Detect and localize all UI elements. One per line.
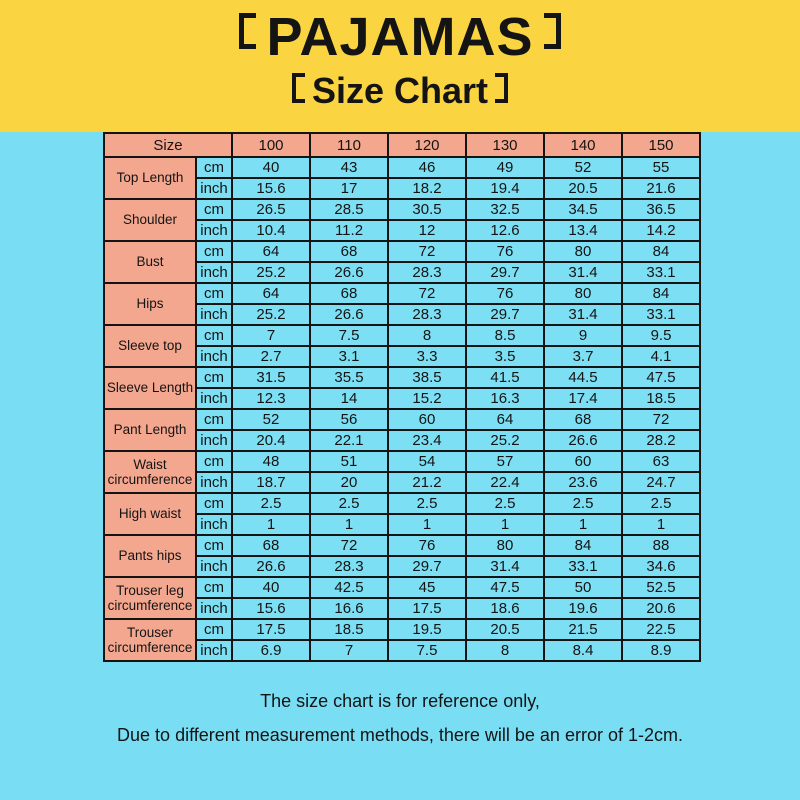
cm-value-cell: 43: [310, 157, 388, 178]
inch-value-cell: 4.1: [622, 346, 700, 367]
cm-value-cell: 72: [388, 283, 466, 304]
measurement-label: Bust: [104, 241, 196, 283]
inch-value-cell: 19.4: [466, 178, 544, 199]
unit-label-inch: inch: [196, 178, 232, 199]
size-table-head: [104, 133, 700, 157]
measurement-label: Trouser circumference: [104, 619, 196, 661]
unit-label-cm: cm: [196, 577, 232, 598]
cm-value-cell: 54: [388, 451, 466, 472]
inch-value-cell: 2.7: [232, 346, 310, 367]
inch-value-cell: 7: [310, 640, 388, 661]
inch-value-cell: 20.5: [544, 178, 622, 199]
cm-value-cell: 80: [466, 535, 544, 556]
cm-value-cell: 35.5: [310, 367, 388, 388]
cm-value-cell: 72: [310, 535, 388, 556]
cm-value-cell: 52: [544, 157, 622, 178]
inch-value-cell: 20.6: [622, 598, 700, 619]
inch-value-cell: 31.4: [544, 262, 622, 283]
cm-value-cell: 60: [544, 451, 622, 472]
cm-value-cell: 47.5: [622, 367, 700, 388]
inch-value-cell: 17: [310, 178, 388, 199]
inch-value-cell: 14.2: [622, 220, 700, 241]
cm-value-cell: 31.5: [232, 367, 310, 388]
footer-note-line1: The size chart is for reference only,: [260, 691, 540, 711]
cm-value-cell: 80: [544, 283, 622, 304]
unit-label-cm: cm: [196, 451, 232, 472]
inch-value-cell: 11.2: [310, 220, 388, 241]
size-column-header: 140: [544, 133, 622, 157]
cm-value-cell: 2.5: [310, 493, 388, 514]
cm-value-cell: 8.5: [466, 325, 544, 346]
cm-value-cell: 38.5: [388, 367, 466, 388]
unit-label-inch: inch: [196, 556, 232, 577]
left-lenticular-bracket-icon: [239, 13, 256, 49]
size-chart-table: [103, 132, 701, 662]
cm-value-cell: 88: [622, 535, 700, 556]
cm-value-cell: 20.5: [466, 619, 544, 640]
cm-value-cell: 21.5: [544, 619, 622, 640]
inch-value-cell: 3.5: [466, 346, 544, 367]
cm-value-cell: 45: [388, 577, 466, 598]
inch-value-cell: 25.2: [232, 262, 310, 283]
unit-label-cm: cm: [196, 241, 232, 262]
inch-value-cell: 26.6: [544, 430, 622, 451]
cm-value-cell: 9.5: [622, 325, 700, 346]
cm-value-cell: 7: [232, 325, 310, 346]
cm-value-cell: 64: [466, 409, 544, 430]
cm-value-cell: 2.5: [232, 493, 310, 514]
cm-value-cell: 72: [622, 409, 700, 430]
measurement-label: Sleeve top: [104, 325, 196, 367]
unit-label-cm: cm: [196, 157, 232, 178]
inch-value-cell: 12.6: [466, 220, 544, 241]
unit-label-inch: inch: [196, 514, 232, 535]
inch-value-cell: 13.4: [544, 220, 622, 241]
inch-value-cell: 3.1: [310, 346, 388, 367]
cm-value-cell: 64: [232, 241, 310, 262]
inch-value-cell: 12: [388, 220, 466, 241]
cm-value-cell: 19.5: [388, 619, 466, 640]
measurement-label: Trouser leg circumference: [104, 577, 196, 619]
cm-value-cell: 8: [388, 325, 466, 346]
inch-value-cell: 18.5: [622, 388, 700, 409]
cm-value-cell: 2.5: [466, 493, 544, 514]
cm-value-cell: 9: [544, 325, 622, 346]
unit-label-inch: inch: [196, 430, 232, 451]
inch-value-cell: 3.7: [544, 346, 622, 367]
measurement-label: Hips: [104, 283, 196, 325]
inch-value-cell: 19.6: [544, 598, 622, 619]
cm-value-cell: 63: [622, 451, 700, 472]
cm-value-cell: 52.5: [622, 577, 700, 598]
cm-value-cell: 56: [310, 409, 388, 430]
cm-value-cell: 22.5: [622, 619, 700, 640]
inch-value-cell: 3.3: [388, 346, 466, 367]
footer-note: [0, 684, 800, 752]
product-title-line: [0, 0, 800, 68]
inch-value-cell: 17.4: [544, 388, 622, 409]
inch-value-cell: 20.4: [232, 430, 310, 451]
cm-value-cell: 68: [544, 409, 622, 430]
inch-value-cell: 15.2: [388, 388, 466, 409]
inch-value-cell: 22.4: [466, 472, 544, 493]
size-chart-subtitle-line: [0, 68, 800, 114]
cm-value-cell: 26.5: [232, 199, 310, 220]
cm-value-cell: 76: [466, 241, 544, 262]
inch-value-cell: 6.9: [232, 640, 310, 661]
size-column-header: 100: [232, 133, 310, 157]
inch-value-cell: 18.7: [232, 472, 310, 493]
measurement-row: [104, 283, 700, 304]
cm-value-cell: 55: [622, 157, 700, 178]
inch-value-cell: 26.6: [310, 304, 388, 325]
inch-value-cell: 33.1: [544, 556, 622, 577]
measurement-label: Shoulder: [104, 199, 196, 241]
inch-value-cell: 1: [622, 514, 700, 535]
cm-value-cell: 72: [388, 241, 466, 262]
unit-label-inch: inch: [196, 346, 232, 367]
cm-value-cell: 36.5: [622, 199, 700, 220]
inch-value-cell: 7.5: [388, 640, 466, 661]
inch-value-cell: 18.6: [466, 598, 544, 619]
cm-value-cell: 84: [622, 241, 700, 262]
cm-value-cell: 52: [232, 409, 310, 430]
inch-value-cell: 25.2: [232, 304, 310, 325]
inch-value-cell: 8.9: [622, 640, 700, 661]
inch-value-cell: 29.7: [466, 304, 544, 325]
inch-value-cell: 29.7: [466, 262, 544, 283]
cm-value-cell: 2.5: [544, 493, 622, 514]
cm-value-cell: 2.5: [622, 493, 700, 514]
cm-value-cell: 28.5: [310, 199, 388, 220]
measurement-row: [104, 535, 700, 556]
inch-value-cell: 12.3: [232, 388, 310, 409]
inch-value-cell: 17.5: [388, 598, 466, 619]
unit-label-inch: inch: [196, 220, 232, 241]
inch-value-cell: 20: [310, 472, 388, 493]
inch-value-cell: 26.6: [232, 556, 310, 577]
inch-value-cell: 24.7: [622, 472, 700, 493]
inch-value-cell: 26.6: [310, 262, 388, 283]
inch-value-cell: 22.1: [310, 430, 388, 451]
cm-value-cell: 49: [466, 157, 544, 178]
measurement-label: Top Length: [104, 157, 196, 199]
cm-value-cell: 84: [622, 283, 700, 304]
inch-value-cell: 28.2: [622, 430, 700, 451]
inch-value-cell: 16.6: [310, 598, 388, 619]
cm-value-cell: 68: [310, 241, 388, 262]
inch-value-cell: 15.6: [232, 598, 310, 619]
cm-value-cell: 40: [232, 577, 310, 598]
size-header-row: [104, 133, 700, 157]
size-corner-cell: Size: [104, 133, 232, 157]
cm-value-cell: 51: [310, 451, 388, 472]
measurement-row: [104, 409, 700, 430]
cm-value-cell: 46: [388, 157, 466, 178]
left-lenticular-bracket-icon: [292, 73, 305, 103]
size-column-header: 130: [466, 133, 544, 157]
cm-value-cell: 7.5: [310, 325, 388, 346]
cm-value-cell: 2.5: [388, 493, 466, 514]
inch-value-cell: 23.6: [544, 472, 622, 493]
inch-value-cell: 29.7: [388, 556, 466, 577]
inch-value-cell: 31.4: [544, 304, 622, 325]
size-column-header: 150: [622, 133, 700, 157]
inch-value-cell: 33.1: [622, 262, 700, 283]
cm-value-cell: 76: [388, 535, 466, 556]
inch-value-cell: 8.4: [544, 640, 622, 661]
unit-label-cm: cm: [196, 493, 232, 514]
inch-value-cell: 10.4: [232, 220, 310, 241]
measurement-label: Waist circumference: [104, 451, 196, 493]
measurement-row: [104, 367, 700, 388]
inch-value-cell: 16.3: [466, 388, 544, 409]
inch-value-cell: 8: [466, 640, 544, 661]
size-table-body: [104, 157, 700, 661]
unit-label-cm: cm: [196, 325, 232, 346]
measurement-row: [104, 493, 700, 514]
unit-label-cm: cm: [196, 409, 232, 430]
measurement-label: High waist: [104, 493, 196, 535]
measurement-label: Pants hips: [104, 535, 196, 577]
unit-label-inch: inch: [196, 472, 232, 493]
cm-value-cell: 18.5: [310, 619, 388, 640]
measurement-row: [104, 199, 700, 220]
size-chart-subtitle: Size Chart: [311, 70, 489, 111]
cm-value-cell: 44.5: [544, 367, 622, 388]
measurement-label: Sleeve Length: [104, 367, 196, 409]
measurement-row: [104, 577, 700, 598]
cm-value-cell: 30.5: [388, 199, 466, 220]
inch-value-cell: 21.2: [388, 472, 466, 493]
unit-label-inch: inch: [196, 388, 232, 409]
cm-value-cell: 34.5: [544, 199, 622, 220]
inch-value-cell: 1: [466, 514, 544, 535]
cm-value-cell: 41.5: [466, 367, 544, 388]
inch-value-cell: 1: [544, 514, 622, 535]
inch-value-cell: 1: [232, 514, 310, 535]
cm-value-cell: 40: [232, 157, 310, 178]
cm-value-cell: 17.5: [232, 619, 310, 640]
cm-value-cell: 64: [232, 283, 310, 304]
size-column-header: 120: [388, 133, 466, 157]
unit-label-cm: cm: [196, 199, 232, 220]
inch-value-cell: 15.6: [232, 178, 310, 199]
measurement-label: Pant Length: [104, 409, 196, 451]
cm-value-cell: 47.5: [466, 577, 544, 598]
header-banner: [0, 0, 800, 132]
cm-value-cell: 32.5: [466, 199, 544, 220]
inch-value-cell: 25.2: [466, 430, 544, 451]
inch-value-cell: 1: [310, 514, 388, 535]
cm-value-cell: 68: [232, 535, 310, 556]
cm-value-cell: 80: [544, 241, 622, 262]
inch-value-cell: 1: [388, 514, 466, 535]
unit-label-cm: cm: [196, 619, 232, 640]
inch-value-cell: 28.3: [310, 556, 388, 577]
unit-label-cm: cm: [196, 283, 232, 304]
right-lenticular-bracket-icon: [495, 73, 508, 103]
unit-label-cm: cm: [196, 367, 232, 388]
inch-value-cell: 31.4: [466, 556, 544, 577]
unit-label-inch: inch: [196, 640, 232, 661]
inch-value-cell: 34.6: [622, 556, 700, 577]
unit-label-inch: inch: [196, 304, 232, 325]
unit-label-cm: cm: [196, 535, 232, 556]
cm-value-cell: 57: [466, 451, 544, 472]
product-title: PAJAMAS: [266, 7, 534, 67]
inch-value-cell: 28.3: [388, 304, 466, 325]
unit-label-inch: inch: [196, 598, 232, 619]
cm-value-cell: 48: [232, 451, 310, 472]
measurement-row: [104, 451, 700, 472]
cm-value-cell: 68: [310, 283, 388, 304]
inch-value-cell: 14: [310, 388, 388, 409]
measurement-row: [104, 619, 700, 640]
footer-note-line2: Due to different measurement methods, there will be an error of 1-2cm.: [117, 725, 683, 745]
cm-value-cell: 50: [544, 577, 622, 598]
cm-value-cell: 76: [466, 283, 544, 304]
measurement-row: [104, 157, 700, 178]
inch-value-cell: 18.2: [388, 178, 466, 199]
cm-value-cell: 84: [544, 535, 622, 556]
measurement-row: [104, 241, 700, 262]
size-column-header: 110: [310, 133, 388, 157]
cm-value-cell: 42.5: [310, 577, 388, 598]
inch-value-cell: 23.4: [388, 430, 466, 451]
right-lenticular-bracket-icon: [544, 13, 561, 49]
inch-value-cell: 33.1: [622, 304, 700, 325]
cm-value-cell: 60: [388, 409, 466, 430]
unit-label-inch: inch: [196, 262, 232, 283]
inch-value-cell: 21.6: [622, 178, 700, 199]
inch-value-cell: 28.3: [388, 262, 466, 283]
measurement-row: [104, 325, 700, 346]
